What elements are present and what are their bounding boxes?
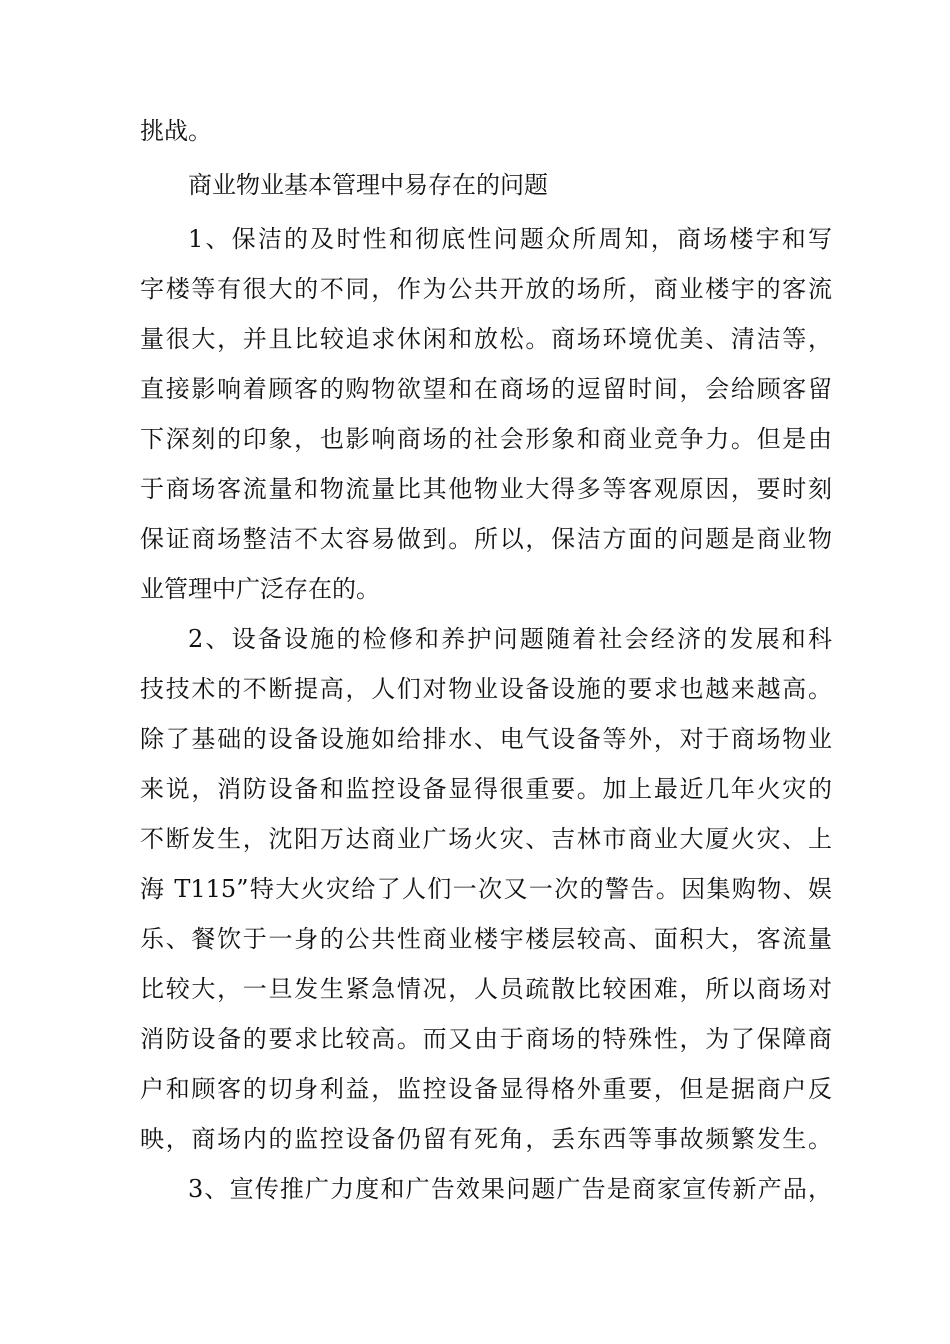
section-heading: 商业物业基本管理中易存在的问题 bbox=[188, 171, 548, 199]
text-line: 1、保洁的及时性和彻底性问题众所周知，商场楼宇和写 bbox=[188, 225, 832, 253]
text-line: 除了基础的设备设施如给排水、电气设备等外，对于商场物业 bbox=[140, 725, 832, 753]
text-line: 2、设备设施的检修和养护问题随着社会经济的发展和科 bbox=[188, 625, 832, 653]
text-line: 映，商场内的监控设备仍留有死角，丢东西等事故频繁发生。 bbox=[140, 1125, 832, 1153]
text-line: 来说，消防设备和监控设备显得很重要。加上最近几年火灾的 bbox=[140, 775, 832, 803]
text-line: 直接影响着顾客的购物欲望和在商场的逗留时间，会给顾客留 bbox=[140, 375, 832, 403]
text-line: 下深刻的印象，也影响商场的社会形象和商业竞争力。但是由 bbox=[140, 425, 832, 453]
text-line: 比较大，一旦发生紧急情况，人员疏散比较困难，所以商场对 bbox=[140, 975, 832, 1003]
text-line: 乐、餐饮于一身的公共性商业楼宇楼层较高、面积大，客流量 bbox=[140, 925, 832, 953]
text-line: 字楼等有很大的不同，作为公共开放的场所，商业楼宇的客流 bbox=[140, 275, 832, 303]
text-line: 于商场客流量和物流量比其他物业大得多等客观原因，要时刻 bbox=[140, 475, 832, 503]
text-line: 户和顾客的切身利益，监控设备显得格外重要，但是据商户反 bbox=[140, 1075, 832, 1103]
text-line: 保证商场整洁不太容易做到。所以，保洁方面的问题是商业物 bbox=[140, 525, 832, 553]
text-line: 3、宣传推广力度和广告效果问题广告是商家宣传新产品， bbox=[188, 1175, 832, 1203]
text-line: 海 T115”特大火灾给了人们一次又一次的警告。因集购物、娱 bbox=[140, 875, 832, 903]
text-line: 挑战。 bbox=[140, 117, 212, 145]
text-line: 业管理中广泛存在的。 bbox=[140, 575, 380, 603]
text-line: 不断发生，沈阳万达商业广场火灾、吉林市商业大厦火灾、上 bbox=[140, 825, 832, 853]
text-line: 技技术的不断提高，人们对物业设备设施的要求也越来越高。 bbox=[140, 675, 832, 703]
text-line: 量很大，并且比较追求休闲和放松。商场环境优美、清洁等， bbox=[140, 325, 832, 353]
text-line: 消防设备的要求比较高。而又由于商场的特殊性，为了保障商 bbox=[140, 1025, 832, 1053]
